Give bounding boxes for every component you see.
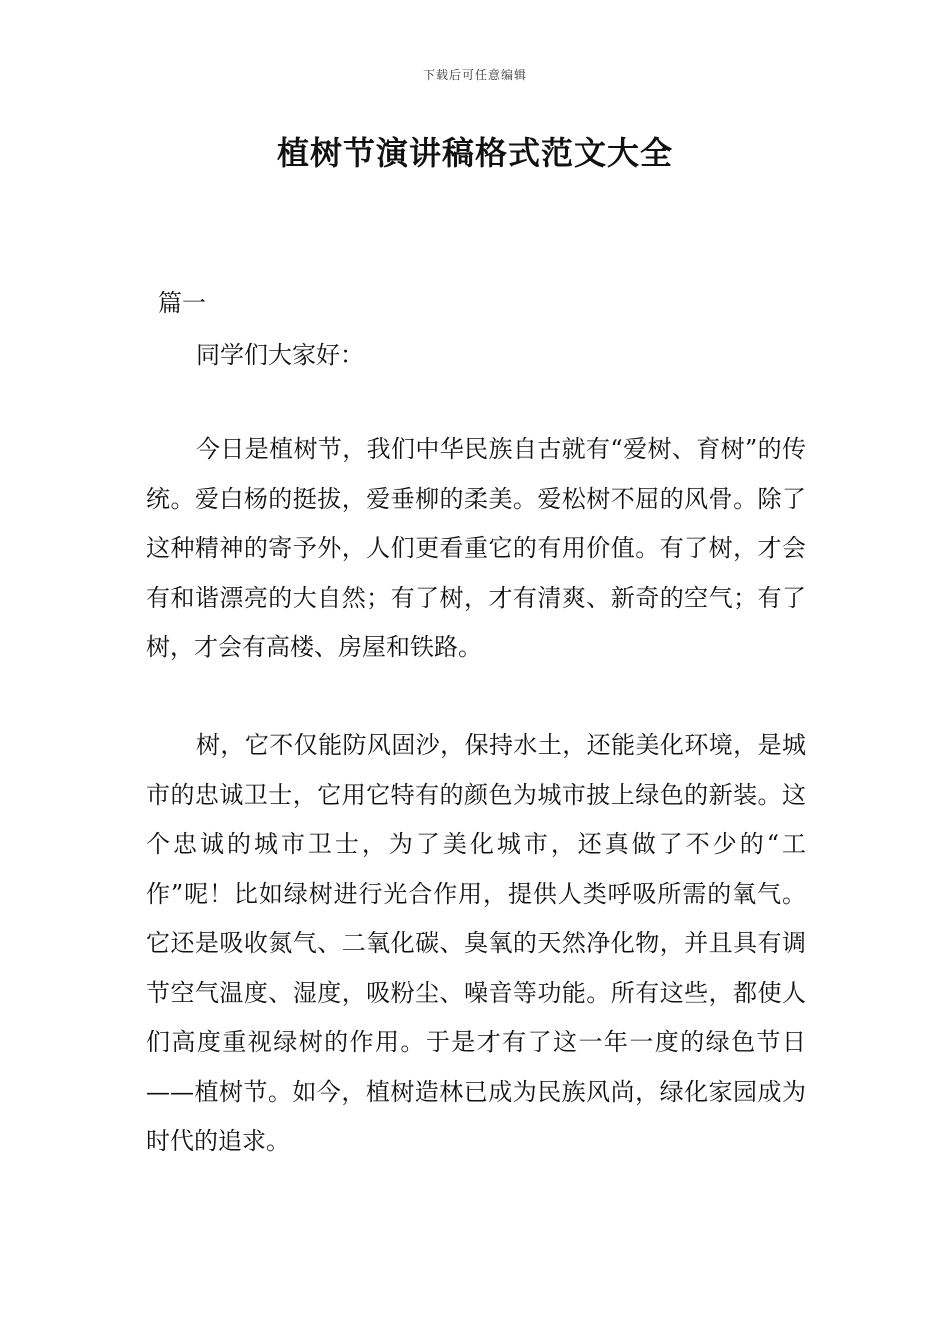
greeting-line: 同学们大家好： xyxy=(196,341,364,369)
document-title: 植树节演讲稿格式范文大全 xyxy=(276,134,673,172)
header-note: 下载后可任意编辑 xyxy=(422,68,527,82)
paragraph-2: 树，它不仅能防风固沙，保持水土，还能美化环境，是城市的忠诚卫士，它用它特有的颜色为城市披上绿色的新装。这个忠诚的城市卫士，为了美化城市，还真做了不少的“工作”呢！比如绿树进行光合作用，提供人类呼吸所需的氧气。它还是吸收氮气、二氧化碳、臭氧的天然净化物，并且具有调节空气温度、湿度，吸粉尘、噪音等功能。所有这些，都使人们高度重视绿树的作用。于是才有了这一年一度的绿色节日——植树节。如今，植树造林已成为民族风尚，绿化家园成为时代的追求。 xyxy=(146,731,806,1155)
section-label: 篇一 xyxy=(158,289,206,317)
paragraph-1: 今日是植树节，我们中华民族自古就有“爱树、育树”的传统。爱白杨的挺拔，爱垂柳的柔美。爱松树不屈的风骨。除了这种精神的寄予外，人们更看重它的有用价值。有了树，才会有和谐漂亮的大自然；有了树，才有清爽、新奇的空气；有了树，才会有高楼、房屋和铁路。 xyxy=(146,435,806,661)
